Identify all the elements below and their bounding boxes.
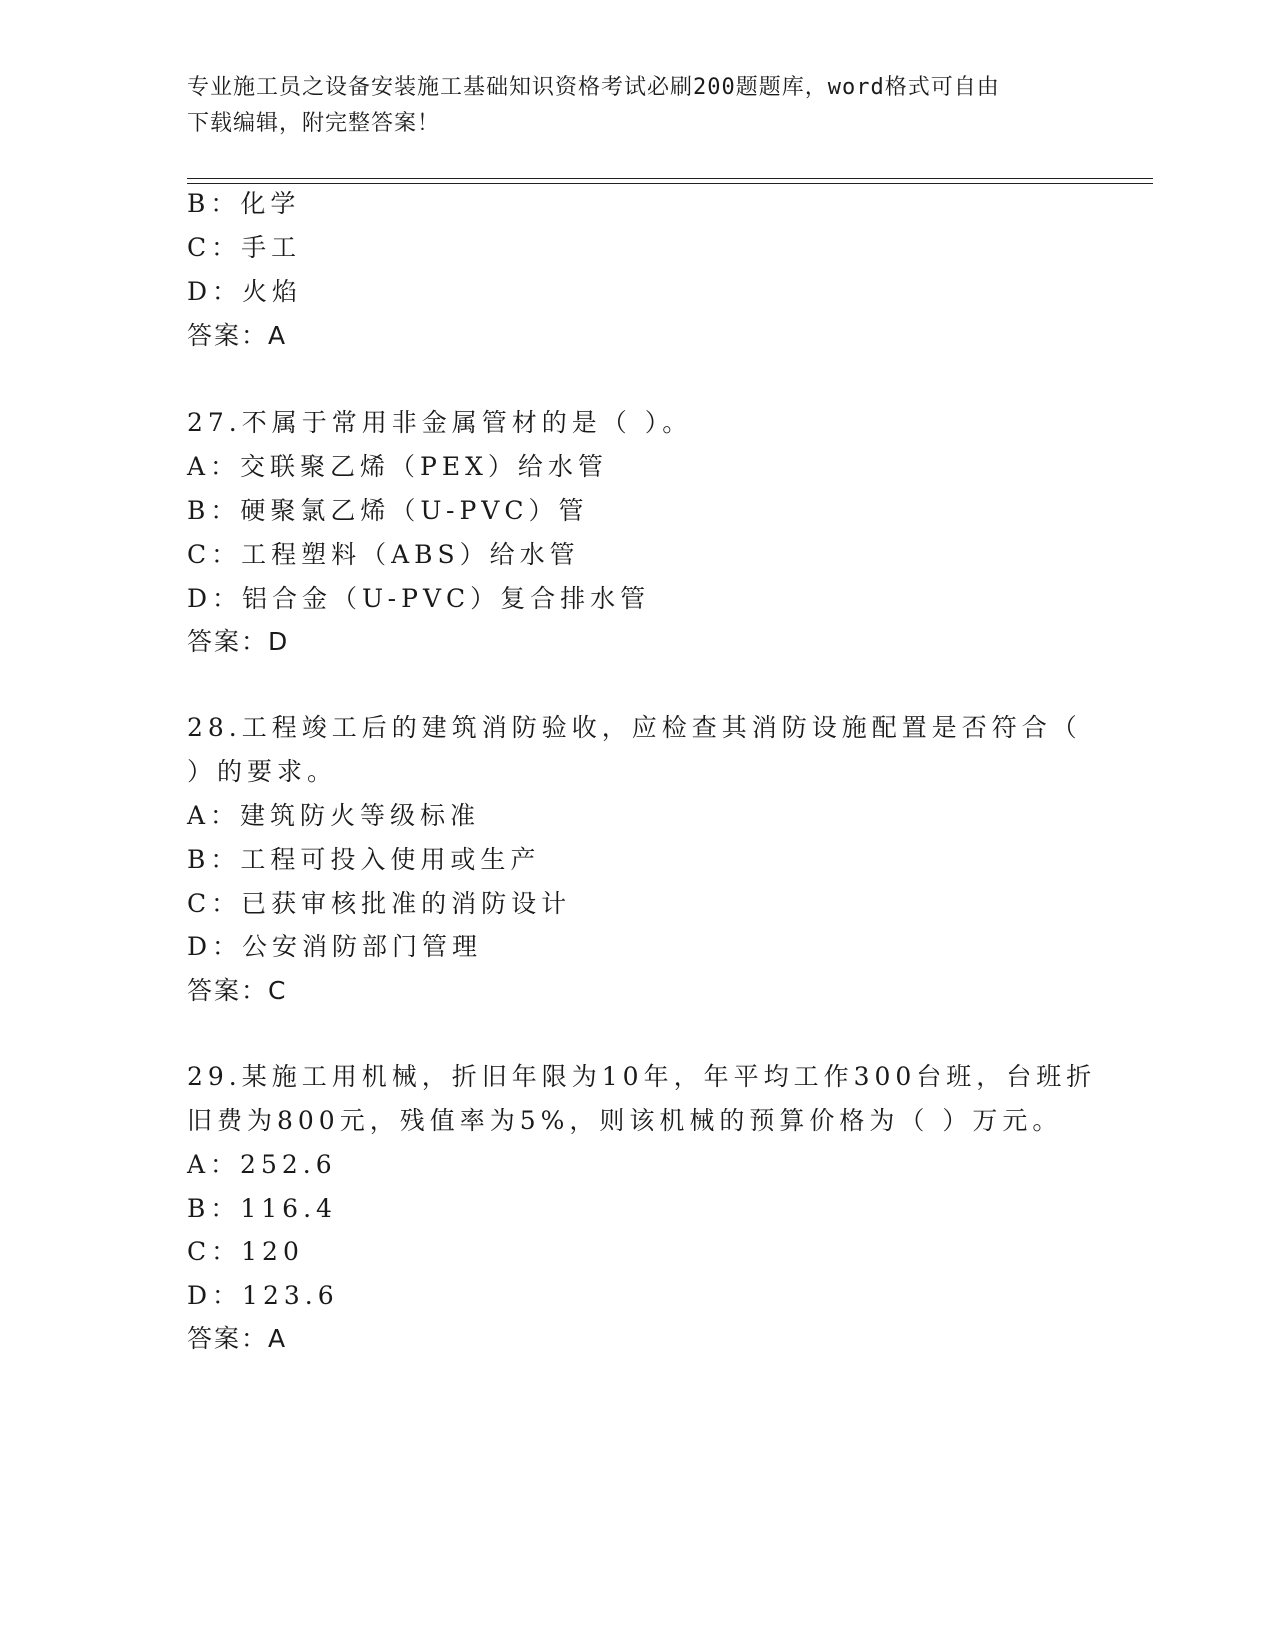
q28-option-d: D：公安消防部门管理	[187, 932, 483, 961]
q26-option-c: C：手工	[187, 233, 302, 262]
q27-option-d: D：铝合金（U-PVC）复合排水管	[187, 584, 651, 613]
q29-option-a: A：252.6	[187, 1150, 337, 1179]
header-line-1: 专业施工员之设备安装施工基础知识资格考试必刷200题题库，word格式可自由	[187, 75, 1000, 100]
q28-option-a: A：建筑防火等级标准	[187, 801, 481, 830]
q28-option-b: B：工程可投入使用或生产	[187, 845, 541, 874]
q29-option-d: D：123.6	[187, 1281, 339, 1310]
q26-option-b: B：化学	[187, 189, 301, 218]
header-divider-bottom	[187, 183, 1153, 184]
q29-answer: 答案：A	[187, 1324, 288, 1353]
q28-option-c: C：已获审核批准的消防设计	[187, 889, 572, 918]
q28-answer: 答案：C	[187, 976, 288, 1005]
q29-stem-line-1: 29.某施工用机械，折旧年限为10年，年平均工作300台班，台班折	[187, 1062, 1097, 1091]
q28-stem-line-1: 28.工程竣工后的建筑消防验收，应检查其消防设施配置是否符合（	[187, 713, 1082, 742]
q27-option-a: A：交联聚乙烯（PEX）给水管	[187, 452, 608, 481]
header-line-2: 下载编辑，附完整答案！	[187, 111, 441, 136]
q26-answer: 答案：A	[187, 321, 288, 350]
document-header	[187, 70, 1067, 142]
header-divider-top	[187, 178, 1153, 179]
q27-stem: 27.不属于常用非金属管材的是（ ）。	[187, 408, 693, 437]
q27-answer: 答案：D	[187, 627, 290, 656]
q29-option-c: C：120	[187, 1237, 304, 1266]
q28-stem-line-2: ）的要求。	[187, 757, 338, 786]
q27-option-c: C：工程塑料（ABS）给水管	[187, 540, 580, 569]
q26-option-d: D：火焰	[187, 277, 303, 306]
q27-option-b: B：硬聚氯乙烯（U-PVC）管	[187, 496, 589, 525]
q29-option-b: B：116.4	[187, 1194, 337, 1223]
q29-stem-line-2: 旧费为800元，残值率为5%，则该机械的预算价格为（ ）万元。	[187, 1106, 1063, 1135]
